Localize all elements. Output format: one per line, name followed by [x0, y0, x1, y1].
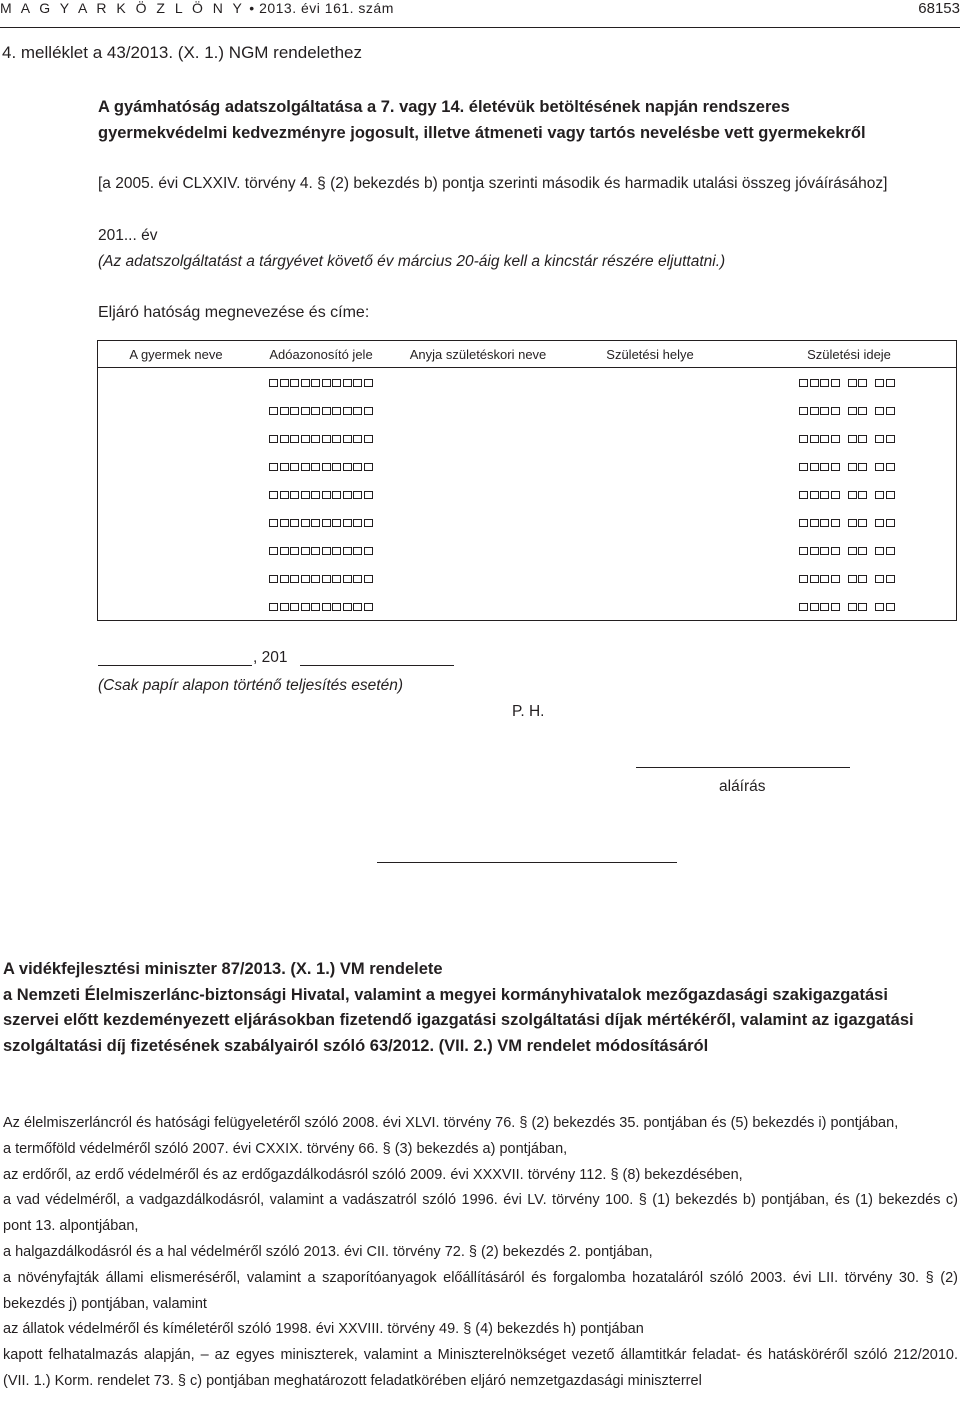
date-group-gap	[869, 463, 874, 471]
annex-heading: 4. melléklet a 43/2013. (X. 1.) NGM rendelethez	[2, 43, 363, 62]
tax-id-digit-box	[343, 603, 352, 611]
tax-id-boxes	[269, 519, 373, 527]
tax-id-digit-box	[269, 575, 278, 583]
tax-id-digit-box	[280, 603, 289, 611]
tax-id-digit-box	[290, 407, 299, 415]
birth-date-boxes	[799, 519, 895, 527]
birth-date-boxes	[799, 603, 895, 611]
date-digit-box	[831, 575, 840, 583]
date-digit-box	[886, 519, 895, 527]
issue-number: 2013. évi 161. szám	[259, 0, 394, 16]
tax-id-digit-box	[332, 603, 341, 611]
tax-id-digit-box	[311, 435, 320, 443]
tax-id-digit-box	[311, 575, 320, 583]
tax-id-digit-box	[332, 491, 341, 499]
date-digit-box	[799, 407, 808, 415]
date-digit-box	[848, 463, 857, 471]
tax-id-digit-box	[290, 575, 299, 583]
date-digit-box	[831, 491, 840, 499]
date-digit-box	[848, 379, 857, 387]
tax-id-digit-box	[353, 519, 362, 527]
tax-id-digit-box	[353, 575, 362, 583]
tax-id-boxes	[269, 407, 373, 415]
paper-only-note: (Csak papír alapon történő teljesítés esetén)	[98, 677, 404, 694]
date-digit-box	[831, 547, 840, 555]
tax-id-digit-box	[301, 603, 310, 611]
tax-id-digit-box	[269, 463, 278, 471]
date-digit-box	[858, 491, 867, 499]
date-group-gap	[841, 435, 846, 443]
date-digit-box	[799, 547, 808, 555]
tax-id-digit-box	[353, 491, 362, 499]
tax-id-digit-box	[343, 379, 352, 387]
table-row	[98, 453, 956, 481]
date-digit-box	[799, 603, 808, 611]
column-header-birth-place: Születési helye	[606, 347, 694, 362]
date-digit-box	[886, 547, 895, 555]
date-digit-box	[875, 575, 884, 583]
tax-id-digit-box	[364, 463, 373, 471]
authority-label: Eljáró hatóság megnevezése és címe:	[98, 304, 370, 321]
tax-id-digit-box	[290, 491, 299, 499]
tax-id-digit-box	[301, 547, 310, 555]
date-digit-box	[820, 519, 829, 527]
column-header-tax-id: Adóazonosító jele	[269, 347, 373, 362]
date-group-gap	[869, 407, 874, 415]
decree-title: a Nemzeti Élelmiszerlánc-biztonsági Hivatal, valamint a megyei kormányhivatalok mezőgazdasági szakigazgatási szervei előtt kezdeményezett eljárásokban fizetendő igazgatási szolgáltatási díjak mértékéről, valamint az igazgatási szolgáltatási díj fizetésének szabályairól szóló 63/2012. (VII. 2.) VM rendelet módosításáról	[3, 985, 914, 1055]
date-digit-box	[875, 547, 884, 555]
date-group-gap	[869, 491, 874, 499]
tax-id-digit-box	[343, 491, 352, 499]
tax-id-digit-box	[364, 407, 373, 415]
preamble-paragraph: az állatok védelméről és kíméletéről szóló 1998. évi XXVIII. törvény 49. § (4) bekezdés h) pontjában	[3, 1321, 644, 1338]
column-header-child-name: A gyermek neve	[129, 347, 223, 362]
table-row	[98, 593, 956, 621]
tax-id-digit-box	[322, 407, 331, 415]
birth-date-boxes	[799, 407, 895, 415]
table-row	[98, 425, 956, 453]
tax-id-digit-box	[343, 519, 352, 527]
date-digit-box	[886, 603, 895, 611]
preamble-paragraph: a halgazdálkodásról és a hal védelméről szóló 2013. évi CII. törvény 72. § (2) bekezdés 2. pontjában,	[3, 1243, 653, 1260]
form-title: A gyámhatóság adatszolgáltatása a 7. vagy 14. életévük betöltésének napján rendszeres gyermekvédelmi kedvezményre jogosult, illetve átmeneti vagy tartós nevelésbe vett gyermekekről	[98, 98, 866, 142]
tax-id-boxes	[269, 547, 373, 555]
preamble-paragraph: az erdőről, az erdő védelméről és az erdőgazdálkodásról szóló 2009. évi XXXVII. törvény 112. § (8) bekezdésében,	[3, 1166, 743, 1183]
separator-line	[377, 862, 677, 863]
tax-id-digit-box	[311, 407, 320, 415]
tax-id-digit-box	[301, 575, 310, 583]
date-digit-box	[831, 407, 840, 415]
table-header	[98, 341, 956, 368]
tax-id-digit-box	[332, 407, 341, 415]
date-digit-box	[886, 575, 895, 583]
tax-id-digit-box	[332, 575, 341, 583]
tax-id-digit-box	[280, 435, 289, 443]
header-rule	[0, 27, 960, 28]
tax-id-digit-box	[269, 435, 278, 443]
tax-id-boxes	[269, 575, 373, 583]
tax-id-digit-box	[280, 519, 289, 527]
date-digit-box	[858, 603, 867, 611]
date-digit-box	[810, 379, 819, 387]
tax-id-digit-box	[353, 547, 362, 555]
tax-id-digit-box	[364, 575, 373, 583]
tax-id-digit-box	[301, 463, 310, 471]
tax-id-digit-box	[301, 519, 310, 527]
tax-id-digit-box	[332, 463, 341, 471]
date-digit-box	[858, 547, 867, 555]
signature-line	[636, 767, 850, 768]
tax-id-digit-box	[290, 435, 299, 443]
birth-date-boxes	[799, 491, 895, 499]
column-header-birth-date: Születési ideje	[807, 347, 891, 362]
date-digit-box	[820, 435, 829, 443]
date-group-gap	[869, 547, 874, 555]
journal-header	[0, 0, 394, 16]
date-digit-box	[799, 519, 808, 527]
tax-id-digit-box	[280, 575, 289, 583]
date-digit-box	[858, 519, 867, 527]
tax-id-digit-box	[364, 379, 373, 387]
tax-id-digit-box	[301, 491, 310, 499]
tax-id-digit-box	[269, 603, 278, 611]
tax-id-digit-box	[343, 463, 352, 471]
date-group-gap	[841, 379, 846, 387]
date-digit-box	[858, 435, 867, 443]
date-digit-box	[820, 575, 829, 583]
tax-id-digit-box	[280, 407, 289, 415]
tax-id-digit-box	[343, 435, 352, 443]
tax-id-digit-box	[280, 491, 289, 499]
preamble-paragraph: a vad védelméről, a vadgazdálkodásról, valamint a vadászatról szóló 1996. évi LV. törvény 100. § (1) bekezdés b) pontjában, és (1) bekezdés c) pont 13. alpontjában,	[3, 1192, 958, 1235]
tax-id-boxes	[269, 463, 373, 471]
place-blank-line	[98, 665, 252, 666]
date-digit-box	[886, 463, 895, 471]
tax-id-digit-box	[290, 547, 299, 555]
date-digit-box	[886, 379, 895, 387]
date-digit-box	[831, 519, 840, 527]
date-group-gap	[869, 575, 874, 583]
preamble-paragraph: Az élelmiszerláncról és hatósági felügyeletéről szóló 2008. évi XLVI. törvény 76. § (2) bekezdés 35. pontjában és (5) bekezdés i) pontjában,	[3, 1115, 899, 1131]
decree-preamble	[3, 1111, 958, 1395]
decree-number: A vidékfejlesztési miniszter 87/2013. (X. 1.) VM rendelete	[3, 960, 443, 978]
table-row	[98, 509, 956, 537]
signature-label: aláírás	[719, 778, 766, 795]
stamp-placeholder: P. H.	[512, 703, 545, 720]
table-row	[98, 397, 956, 425]
date-digit-box	[875, 407, 884, 415]
date-digit-box	[810, 547, 819, 555]
tax-id-boxes	[269, 491, 373, 499]
date-group-gap	[841, 491, 846, 499]
tax-id-digit-box	[269, 491, 278, 499]
date-digit-box	[820, 379, 829, 387]
date-digit-box	[858, 407, 867, 415]
date-digit-box	[799, 435, 808, 443]
table-row	[98, 537, 956, 565]
date-digit-box	[820, 547, 829, 555]
tax-id-digit-box	[322, 435, 331, 443]
tax-id-digit-box	[364, 491, 373, 499]
tax-id-digit-box	[290, 463, 299, 471]
date-digit-box	[886, 491, 895, 499]
date-digit-box	[820, 491, 829, 499]
tax-id-digit-box	[311, 463, 320, 471]
tax-id-boxes	[269, 379, 373, 387]
tax-id-digit-box	[343, 407, 352, 415]
decree-heading	[3, 957, 943, 1059]
date-group-gap	[841, 519, 846, 527]
date-group-gap	[841, 575, 846, 583]
date-digit-box	[848, 547, 857, 555]
date-digit-box	[875, 491, 884, 499]
date-digit-box	[886, 435, 895, 443]
table-row	[98, 369, 956, 397]
date-digit-box	[810, 407, 819, 415]
date-group-gap	[869, 603, 874, 611]
tax-id-digit-box	[364, 435, 373, 443]
date-group-gap	[841, 407, 846, 415]
tax-id-digit-box	[364, 547, 373, 555]
tax-id-digit-box	[322, 519, 331, 527]
tax-id-digit-box	[322, 575, 331, 583]
tax-id-digit-box	[301, 407, 310, 415]
birth-date-boxes	[799, 463, 895, 471]
tax-id-digit-box	[322, 379, 331, 387]
tax-id-digit-box	[311, 379, 320, 387]
tax-id-digit-box	[301, 379, 310, 387]
tax-id-digit-box	[353, 379, 362, 387]
children-table	[97, 340, 957, 621]
date-digit-box	[820, 463, 829, 471]
tax-id-boxes	[269, 603, 373, 611]
date-digit-box	[810, 603, 819, 611]
table-row	[98, 481, 956, 509]
date-group-gap	[841, 547, 846, 555]
tax-id-digit-box	[290, 519, 299, 527]
tax-id-digit-box	[311, 519, 320, 527]
date-prefix: , 201	[253, 649, 288, 666]
tax-id-digit-box	[364, 603, 373, 611]
date-digit-box	[848, 519, 857, 527]
tax-id-digit-box	[311, 603, 320, 611]
date-digit-box	[848, 491, 857, 499]
tax-id-digit-box	[343, 547, 352, 555]
tax-id-digit-box	[353, 463, 362, 471]
date-digit-box	[831, 463, 840, 471]
journal-name: M A G Y A R K Ö Z L Ö N Y	[0, 0, 245, 16]
tax-id-digit-box	[269, 547, 278, 555]
tax-id-digit-box	[311, 547, 320, 555]
date-digit-box	[831, 435, 840, 443]
tax-id-digit-box	[269, 379, 278, 387]
date-digit-box	[799, 491, 808, 499]
tax-id-digit-box	[290, 603, 299, 611]
date-digit-box	[820, 407, 829, 415]
tax-id-digit-box	[322, 491, 331, 499]
tax-id-digit-box	[332, 435, 341, 443]
column-header-mother-name: Anyja születéskori neve	[409, 347, 547, 362]
birth-date-boxes	[799, 379, 895, 387]
table-row	[98, 565, 956, 593]
date-group-gap	[869, 379, 874, 387]
tax-id-digit-box	[280, 379, 289, 387]
date-digit-box	[875, 519, 884, 527]
date-group-gap	[841, 603, 846, 611]
date-digit-box	[858, 575, 867, 583]
tax-id-digit-box	[353, 435, 362, 443]
tax-id-digit-box	[364, 519, 373, 527]
birth-date-boxes	[799, 547, 895, 555]
date-group-gap	[841, 463, 846, 471]
date-digit-box	[858, 379, 867, 387]
tax-id-digit-box	[332, 547, 341, 555]
date-digit-box	[810, 463, 819, 471]
date-digit-box	[848, 407, 857, 415]
reporting-year: 201... év	[98, 227, 158, 244]
date-digit-box	[848, 435, 857, 443]
date-digit-box	[810, 491, 819, 499]
tax-id-digit-box	[332, 519, 341, 527]
tax-id-digit-box	[353, 407, 362, 415]
date-digit-box	[810, 519, 819, 527]
date-digit-box	[820, 603, 829, 611]
tax-id-boxes	[269, 435, 373, 443]
tax-id-digit-box	[311, 491, 320, 499]
date-digit-box	[799, 379, 808, 387]
date-digit-box	[848, 575, 857, 583]
legal-basis: [a 2005. évi CLXXIV. törvény 4. § (2) bekezdés b) pontja szerinti második és harmadik utalási összeg jóváírásához]	[98, 175, 888, 192]
date-digit-box	[799, 575, 808, 583]
date-group-gap	[869, 435, 874, 443]
date-digit-box	[831, 603, 840, 611]
birth-date-boxes	[799, 575, 895, 583]
date-digit-box	[810, 575, 819, 583]
tax-id-digit-box	[343, 575, 352, 583]
tax-id-digit-box	[322, 547, 331, 555]
date-digit-box	[810, 435, 819, 443]
birth-date-boxes	[799, 435, 895, 443]
preamble-paragraph: kapott felhatalmazás alapján, – az egyes miniszterek, valamint a Miniszterelnökséget vezető államtitkár feladat- és hatásköréről szóló 212/2010. (VII. 1.) Korm. rendelet 73. § c) pontjában meghatározott feladatkörében eljáró nemzetgazdasági miniszterrel	[3, 1347, 958, 1389]
tax-id-digit-box	[301, 435, 310, 443]
tax-id-digit-box	[269, 407, 278, 415]
date-digit-box	[799, 463, 808, 471]
date-digit-box	[886, 407, 895, 415]
tax-id-digit-box	[332, 379, 341, 387]
date-digit-box	[875, 379, 884, 387]
tax-id-digit-box	[269, 519, 278, 527]
preamble-paragraph: a termőföld védelméről szóló 2007. évi CXXIX. törvény 66. § (3) bekezdés a) pontjában,	[3, 1140, 568, 1157]
date-group-gap	[869, 519, 874, 527]
tax-id-digit-box	[322, 603, 331, 611]
tax-id-digit-box	[353, 603, 362, 611]
date-digit-box	[831, 379, 840, 387]
date-blank-line	[300, 665, 454, 666]
date-digit-box	[875, 463, 884, 471]
date-digit-box	[875, 603, 884, 611]
tax-id-digit-box	[280, 547, 289, 555]
date-digit-box	[848, 603, 857, 611]
date-digit-box	[875, 435, 884, 443]
deadline-note: (Az adatszolgáltatást a tárgyévet követő év március 20-áig kell a kincstár részére eljuttatni.)	[98, 253, 726, 270]
header-bullet: •	[249, 0, 255, 16]
date-digit-box	[858, 463, 867, 471]
tax-id-digit-box	[290, 379, 299, 387]
page-number: 68153	[918, 0, 960, 17]
tax-id-digit-box	[322, 463, 331, 471]
preamble-paragraph: a növényfajták állami elismeréséről, valamint a szaporítóanyagok előállításáról és forgalomba hozataláról szóló 2003. évi LII. törvény 30. § (2) bekezdés j) pontjában, valamint	[3, 1269, 958, 1312]
tax-id-digit-box	[280, 463, 289, 471]
